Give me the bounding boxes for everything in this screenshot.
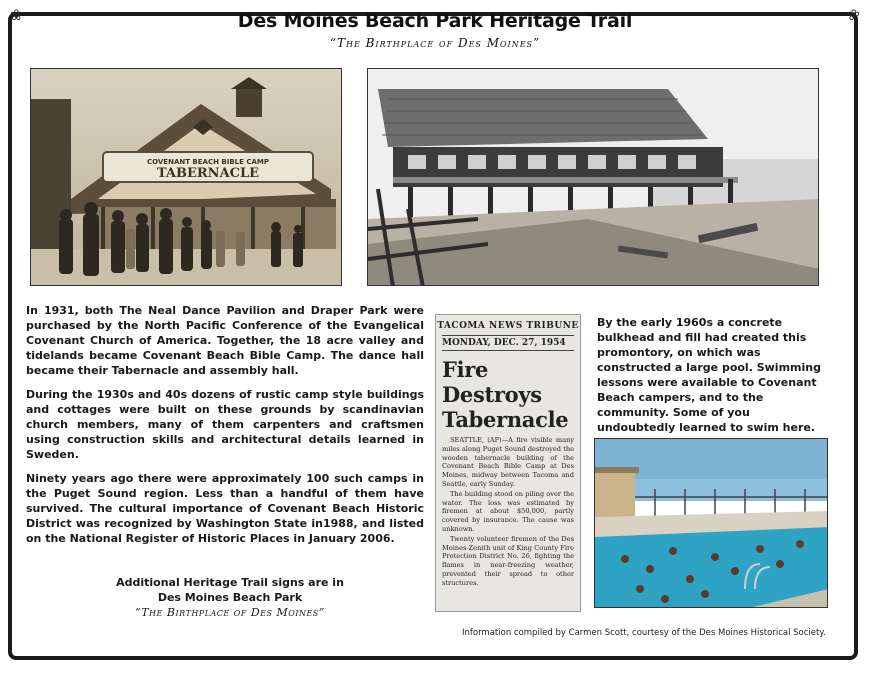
tabernacle-sign-line1: COVENANT BEACH BIBLE CAMP xyxy=(146,158,270,166)
pool-text: By the early 1960s a concrete bulkhead and fill had created this promontory, on which was constructed a large pool. Swimming lessons were available to Covenant Beach campers, and to the community. Some of you undoubtedly learned to swim here. xyxy=(597,316,821,434)
newspaper-clipping xyxy=(435,314,581,612)
newspaper-date: MONDAY, DEC. 27, 1954 xyxy=(442,335,574,351)
closing-line-2: Des Moines Beach Park xyxy=(157,591,303,604)
ornament-icon: ❀ xyxy=(847,6,860,24)
newspaper-paragraph-2: The building stood on piling over the water. The loss was estimated by firemen at about $50,000, partly covered by insurance. The cause was unknown. xyxy=(442,489,574,533)
closing-note xyxy=(60,575,400,620)
pavilion-photo xyxy=(367,68,819,286)
history-paragraph-2: During the 1930s and 40s dozens of rustic camp style buildings and cottages were built on these grounds by scandinavian church members, many of them carpenters and craftsmen using construction skills and architectural details learned in Sweden. xyxy=(26,388,424,461)
pool-photo xyxy=(594,438,828,608)
headline-line-2: Tabernacle xyxy=(442,407,569,432)
newspaper-paragraph-3: Twenty volunteer firemen of the Des Moines-Zenith unit of King County Fire Protection District No. 26, fighting the flames in near-freezing weather, prevented their spread to other structures. xyxy=(442,534,574,587)
closing-line-3: “The Birthplace of Des Moines” xyxy=(135,606,325,619)
newspaper-paragraph-1: SEATTLE, (AP)—A fire visible many miles along Puget Sound destroyed the wooden tabernacle building of the Covenant Beach Bible Camp at Des Moines, midway between Tacoma and Seattle, early Sunday. xyxy=(442,436,574,488)
credit-line: Information compiled by Carmen Scott, courtesy of the Des Moines Historical Society. xyxy=(462,628,826,638)
tabernacle-sign-line2: TABERNACLE xyxy=(156,166,260,181)
page-title: Des Moines Beach Park Heritage Trail xyxy=(237,10,633,32)
newspaper-masthead: TACOMA NEWS TRIBUNE xyxy=(437,321,579,331)
newspaper-headline xyxy=(436,351,580,436)
closing-line-1: Additional Heritage Trail signs are in xyxy=(116,576,344,589)
history-text xyxy=(26,303,424,555)
history-paragraph-3: Ninety years ago there were approximately 100 such camps in the Puget Sound region. Less than a handful of them have survived. The cultural importance of Covenant Beach Historic District was recognized by Washington State in1988, and listed on the National Register of Historic Places in January 2006. xyxy=(26,472,424,545)
history-paragraph-1: In 1931, both The Neal Dance Pavilion and Draper Park were purchased by the North Pacific Conference of the Evangelical Covenant Church of America. Together, the 18 acre valley and tidelands became Covenant Beach Bible Camp. The dance hall became their Tabernacle and assembly hall. xyxy=(26,304,424,377)
tabernacle-photo xyxy=(30,68,342,286)
page-subtitle: “The Birthplace of Des Moines” xyxy=(329,36,541,50)
newspaper-body xyxy=(436,436,580,588)
headline-line-1: Fire Destroys xyxy=(442,357,542,407)
ornament-icon: ❀ xyxy=(10,6,23,24)
